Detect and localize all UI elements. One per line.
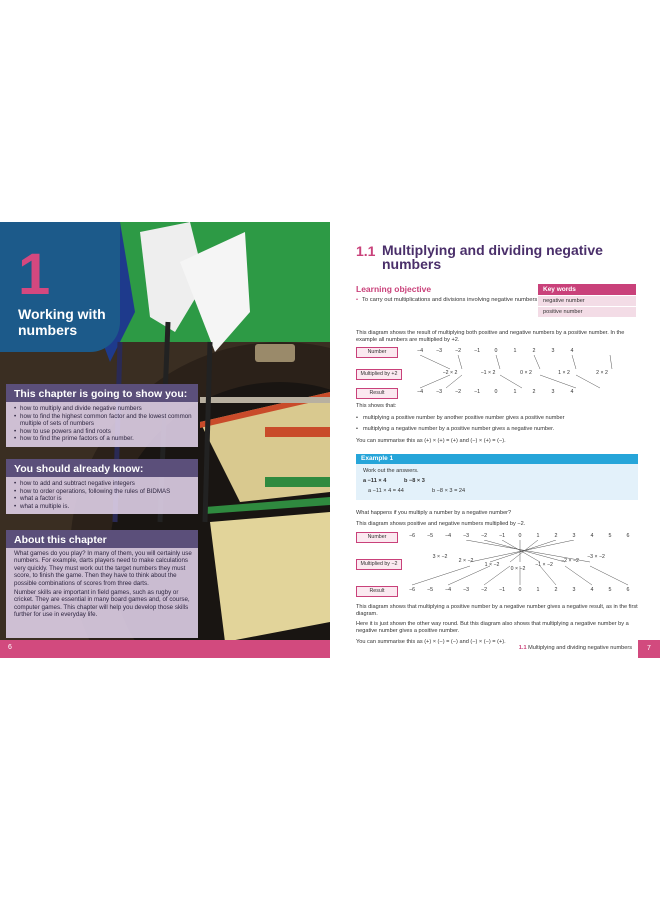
number-line-value: 4 bbox=[590, 587, 594, 593]
number-line-value: 6 bbox=[626, 587, 630, 593]
operation-label: 1 × −2 bbox=[484, 562, 500, 568]
book-spread bbox=[0, 222, 660, 658]
left-page bbox=[0, 222, 330, 658]
number-line-value: 3 bbox=[572, 587, 576, 593]
list-item: • how to multiply and divide negative numbers bbox=[14, 405, 192, 413]
number-line-value: 1 bbox=[513, 348, 517, 354]
diagram2-result-row bbox=[400, 587, 640, 597]
operation-label: −2 × −2 bbox=[561, 558, 579, 564]
number-line-value: 6 bbox=[626, 533, 630, 539]
operation-label: 2 × −2 bbox=[458, 558, 474, 564]
number-line-value: 1 bbox=[513, 389, 517, 395]
example-question-a: a −11 × 4 bbox=[363, 478, 387, 484]
number-line-value: −4 bbox=[416, 389, 424, 395]
summary-2: You can summarise this as (+) × (−) = (−) and (−) × (−) = (+). bbox=[356, 639, 506, 645]
left-footer bbox=[0, 640, 330, 658]
operation-label: −1 × −2 bbox=[535, 562, 553, 568]
show-you-box bbox=[6, 384, 198, 447]
number-line-value: 1 bbox=[536, 587, 540, 593]
show-you-heading: This chapter is going to show you: bbox=[6, 384, 198, 402]
rule-bullet: • multiplying a negative number by a positive number gives a negative number. bbox=[356, 426, 649, 432]
list-item: • how to use powers and find roots bbox=[14, 428, 192, 436]
number-line-value: 0 bbox=[494, 348, 498, 354]
number-line-value: 4 bbox=[570, 389, 574, 395]
footer-section-title: Multiplying and dividing negative numbers bbox=[528, 645, 632, 651]
number-line-value: −3 bbox=[462, 533, 470, 539]
learning-objective-item: • To carry out multiplications and divisions involving negative numbers bbox=[356, 297, 542, 304]
footer-section-number: 1.1 bbox=[518, 645, 527, 651]
number-line-value: 0 bbox=[494, 389, 498, 395]
key-words-box bbox=[538, 284, 636, 317]
example-box bbox=[356, 454, 638, 500]
number-line-value: −5 bbox=[426, 533, 434, 539]
about-box bbox=[6, 530, 198, 638]
list-item: • what a factor is bbox=[14, 495, 192, 503]
page-number-right: 7 bbox=[638, 640, 660, 658]
list-item: • how to find the highest common factor and the lowest common multiple of sets of numbers bbox=[14, 413, 192, 428]
number-line-value: −6 bbox=[408, 533, 416, 539]
diagram1-result-label: Result bbox=[356, 388, 398, 399]
number-line-value: −1 bbox=[498, 533, 506, 539]
learning-objective-heading: Learning objective bbox=[356, 284, 432, 294]
diagram2-result-label: Result bbox=[356, 586, 398, 597]
number-line-value: 2 bbox=[532, 389, 536, 395]
should-know-heading: You should already know: bbox=[6, 459, 198, 477]
section-title: Multiplying and dividing negative numbers bbox=[382, 242, 603, 272]
key-words-heading: Key words bbox=[538, 284, 636, 295]
number-line-value: 3 bbox=[551, 389, 555, 395]
intro-text: This diagram shows the result of multiplying both positive and negative numbers by a positive number. In the example all numbers are multiplied by +2. bbox=[356, 330, 625, 343]
diagram1-multiplied-label: Multiplied by +2 bbox=[356, 369, 402, 380]
example-intro: Work out the answers. bbox=[363, 468, 419, 474]
about-paragraph: Number skills are important in field games, such as rugby or cricket. They are essential in many board games and, of course, computer games. This chapter will help you develop those skills further for use in everyday life. bbox=[14, 589, 190, 619]
list-item: • how to find the prime factors of a number. bbox=[14, 435, 192, 443]
diagram2-multiplied-label: Multiplied by −2 bbox=[356, 559, 402, 570]
operation-label: 0 × −2 bbox=[510, 566, 526, 572]
operation-label: −2 × 2 bbox=[442, 370, 458, 376]
number-line-value: −3 bbox=[462, 587, 470, 593]
number-line-value: 0 bbox=[518, 533, 522, 539]
example-answer-a: a −11 × 4 = 44 bbox=[368, 488, 404, 494]
number-line-value: 2 bbox=[554, 587, 558, 593]
rule-bullet: • multiplying a positive number by another positive number gives a positive number bbox=[356, 415, 649, 421]
diagram2-number-label: Number bbox=[356, 532, 398, 543]
number-line-value: 2 bbox=[554, 533, 558, 539]
chapter-number: 1 bbox=[18, 242, 51, 307]
number-line-value: 5 bbox=[608, 533, 612, 539]
number-line-value: −1 bbox=[473, 348, 481, 354]
example-question-b: b −8 × 3 bbox=[404, 478, 425, 484]
number-line-value: 3 bbox=[551, 348, 555, 354]
number-line-value: −6 bbox=[408, 587, 416, 593]
diagram1-arrows bbox=[400, 355, 640, 391]
number-line-value: 5 bbox=[608, 587, 612, 593]
should-know-box bbox=[6, 459, 198, 514]
footer-title bbox=[519, 645, 632, 651]
number-line-value: 2 bbox=[532, 348, 536, 354]
summary-1: You can summarise this as (+) × (+) = (+) and (−) × (+) = (−). bbox=[356, 438, 506, 444]
right-page bbox=[330, 222, 660, 658]
list-item: • how to add and subtract negative integers bbox=[14, 480, 192, 488]
operation-label: 2 × 2 bbox=[596, 370, 608, 376]
number-line-value: −1 bbox=[498, 587, 506, 593]
question-2: What happens if you multiply a number by a negative number? bbox=[356, 510, 512, 516]
number-line-value: 1 bbox=[536, 533, 540, 539]
about-paragraph: What games do you play? In many of them, you will certainly use numbers. For example, darts players need to make calculations very quickly. They must work out the target numbers they must score, to finish the game. Then they have to think about the possible combinations of scores from three darts. bbox=[14, 550, 192, 587]
page-number-left: 6 bbox=[8, 644, 12, 651]
list-item: • what a multiple is. bbox=[14, 503, 192, 511]
list-item: • how to order operations, following the rules of BIDMAS bbox=[14, 488, 192, 496]
example-heading: Example 1 bbox=[356, 454, 638, 464]
shows-that: This shows that: bbox=[356, 403, 397, 409]
number-line-value: −3 bbox=[435, 348, 443, 354]
about-heading: About this chapter bbox=[6, 530, 198, 548]
operation-label: −3 × −2 bbox=[587, 554, 605, 560]
operation-label: 1 × 2 bbox=[558, 370, 570, 376]
operation-label: −1 × 2 bbox=[480, 370, 496, 376]
number-line-value: −4 bbox=[444, 533, 452, 539]
diagram1-number-label: Number bbox=[356, 347, 398, 358]
number-line-value: 4 bbox=[570, 348, 574, 354]
diagram2-intro: This diagram shows positive and negative numbers multiplied by −2. bbox=[356, 521, 526, 527]
diagram2-arrows bbox=[400, 540, 640, 586]
right-footer bbox=[330, 640, 660, 658]
section-number: 1.1 bbox=[356, 243, 376, 259]
operation-label: 0 × 2 bbox=[520, 370, 532, 376]
number-line-value: −5 bbox=[426, 587, 434, 593]
number-line-value: −2 bbox=[454, 389, 462, 395]
chapter-title: Working with numbers bbox=[18, 306, 106, 338]
key-word: positive number bbox=[538, 306, 636, 317]
key-word: negative number bbox=[538, 295, 636, 306]
number-line-value: 0 bbox=[518, 587, 522, 593]
operation-label: 3 × −2 bbox=[432, 554, 448, 560]
here-text: Here it is just shown the other way round. But this diagram also shows that multiplying a negative number by a negative number gives a positive number. bbox=[356, 621, 629, 634]
number-line-value: −1 bbox=[473, 389, 481, 395]
number-line-value: −4 bbox=[444, 587, 452, 593]
number-line-value: −2 bbox=[480, 533, 488, 539]
after-diagram-2: This diagram shows that multiplying a positive number by a negative number gives a negative result, as in the first diagram. bbox=[356, 604, 638, 617]
number-line-value: −4 bbox=[416, 348, 424, 354]
number-line-value: 4 bbox=[590, 533, 594, 539]
number-line-value: −2 bbox=[480, 587, 488, 593]
number-line-value: 3 bbox=[572, 533, 576, 539]
example-answer-b: b −8 × 3 = 24 bbox=[432, 488, 466, 494]
number-line-value: −3 bbox=[435, 389, 443, 395]
number-line-value: −2 bbox=[454, 348, 462, 354]
